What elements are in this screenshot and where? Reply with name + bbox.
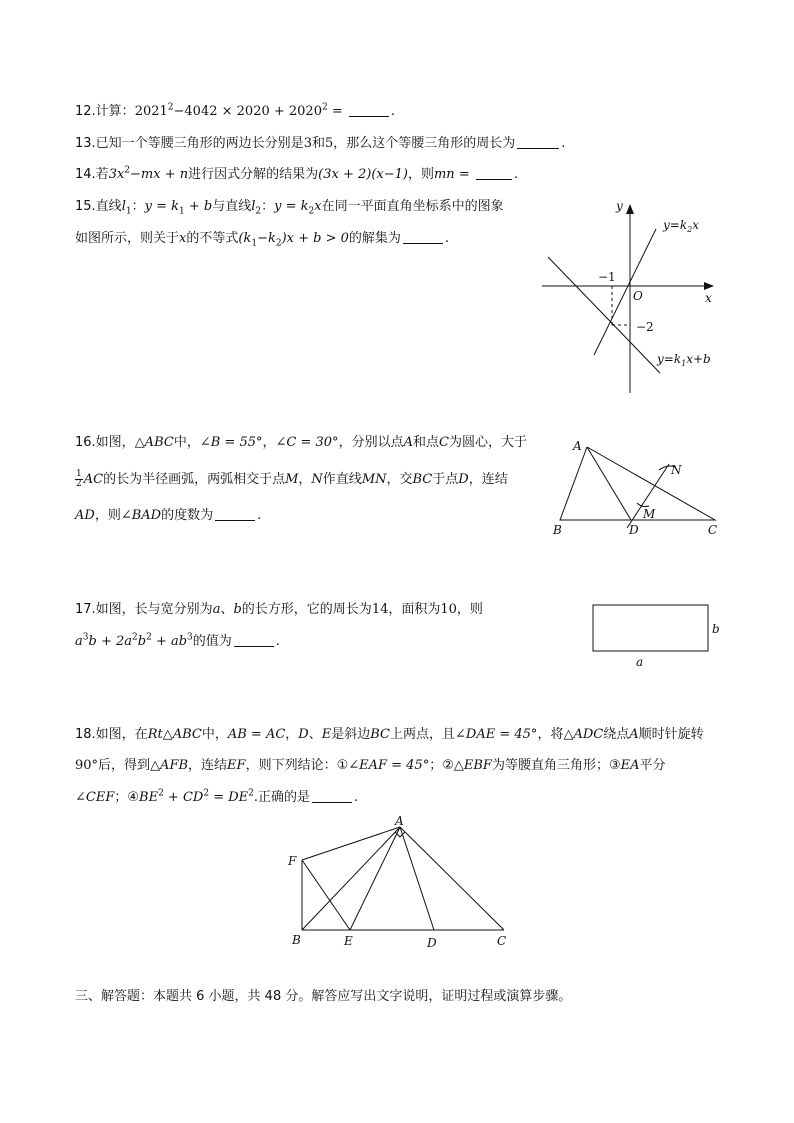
question-18-line1 — [75, 726, 704, 744]
q18-cef: ∠CEF — [75, 790, 115, 805]
q16-m: M — [285, 472, 299, 487]
q18-l2-c: ，则下列结论：① — [245, 758, 349, 773]
q15-l2-sub: 2 — [255, 206, 262, 217]
q16-n: N — [311, 472, 323, 487]
q16-l2-e: ，连结 — [468, 472, 508, 487]
label-a: A — [573, 439, 582, 453]
q14-mn: mn — [433, 167, 455, 182]
answer-blank[interactable] — [312, 790, 352, 803]
q17-l1-a: 17.如图，长与宽分别为 — [75, 602, 213, 617]
q17-expr-c: b — [137, 634, 147, 649]
q18-ebf: △EBF — [453, 758, 492, 773]
q18-adc: △ADC — [563, 727, 604, 742]
answer-blank[interactable] — [403, 231, 443, 244]
q18-l1-b: 中， — [201, 727, 228, 742]
question-16-line1 — [75, 434, 527, 452]
q17-expr-a: a — [75, 634, 83, 649]
q13-n2: 5 — [324, 136, 334, 151]
q17-l1-d: ，则 — [456, 602, 483, 617]
q16-c: C — [438, 435, 449, 450]
question-18-line3 — [75, 789, 358, 807]
label-b-side: b — [712, 622, 720, 636]
q18-s3: 2 — [248, 788, 254, 799]
q16-a: A — [403, 435, 413, 450]
q18-a: A — [629, 727, 639, 742]
label-a: A — [395, 814, 404, 828]
q16-ang-bad: ∠BAD — [120, 508, 162, 523]
q16-l1-d: 为圆心，大于 — [448, 435, 527, 450]
answer-blank[interactable] — [476, 167, 512, 180]
answer-blank[interactable] — [349, 104, 389, 117]
q17-e2: 2 — [132, 632, 138, 643]
q18-e: E — [321, 727, 332, 742]
q14-mid: 进行因式分解的结果为 — [188, 167, 319, 182]
label-a-side: a — [636, 655, 644, 669]
q15-line2-c: 的解集为 — [348, 231, 401, 246]
q15-eq2-rest: x — [314, 199, 322, 214]
q17-expr-d: + ab — [151, 634, 188, 649]
q16-and: 和点 — [412, 435, 439, 450]
label-f: F — [288, 854, 297, 868]
q16-tri: △ABC — [134, 435, 174, 450]
question-15-line2 — [75, 230, 449, 248]
q17-e4: 3 — [187, 632, 193, 643]
q16-l3-a: ，则 — [94, 508, 121, 523]
label-b: B — [292, 933, 301, 947]
q12-expr-a: 2021 — [134, 104, 168, 119]
q18-ef: EF — [227, 758, 246, 773]
q14-then: ，则 — [407, 167, 434, 182]
q14-end: . — [513, 167, 518, 182]
q16-ang-c: ∠C = 30° — [275, 435, 339, 450]
q15-with: 与直线 — [212, 199, 252, 214]
q13-n1: 3 — [303, 136, 312, 151]
q18-l3-a: ；④ — [114, 790, 140, 805]
segment-ad — [400, 827, 434, 930]
q18-deg90: 90° — [75, 758, 99, 773]
q15-prefix: 15.直线 — [75, 199, 122, 214]
q15-l2: l — [251, 199, 256, 214]
y-axis-label: y — [616, 199, 623, 213]
q18-l1-a: 18.如图，在 — [75, 727, 148, 742]
q12-equals: = — [327, 104, 347, 119]
q18-l2-f: 平分 — [639, 758, 666, 773]
q15-line2-b: 的不等式 — [186, 231, 239, 246]
q14-eq: = — [454, 167, 474, 182]
q18-l1-c: 是斜边 — [331, 727, 371, 742]
q18-afb: △AFB — [150, 758, 189, 773]
q12-prefix: 12.计算： — [75, 104, 135, 119]
q15-ineq-s1: 1 — [251, 238, 258, 249]
q16-mn: MN — [361, 472, 387, 487]
q18-l1-e: ，将 — [537, 727, 564, 742]
q14-result: (3x + 2)(x−1) — [318, 167, 408, 182]
question-16-line2 — [75, 470, 508, 489]
triangle-abc — [560, 447, 715, 520]
q18-l1-f: 绕点 — [603, 727, 630, 742]
q16-figure — [545, 436, 735, 541]
q15-eq1-rest: + b — [184, 199, 213, 214]
q16-comma: ， — [262, 435, 276, 450]
q15-eq1-sub: 1 — [179, 206, 185, 217]
q18-s1: 2 — [158, 788, 164, 799]
q15-colon1: ： — [131, 199, 145, 214]
q18-d: D — [298, 727, 309, 742]
q18-eaf: ∠EAF = 45° — [348, 758, 430, 773]
rectangle — [593, 605, 708, 651]
q18-l1-g: 顺时针旋转 — [638, 727, 704, 742]
q15-l1-sub: 1 — [125, 206, 132, 217]
q12-exp-b: 2 — [321, 102, 328, 113]
segment-ae — [350, 827, 400, 930]
q18-comma: ， — [285, 727, 299, 742]
q15-colon2: ： — [261, 199, 275, 214]
q16-end: . — [257, 508, 262, 523]
q16-d: D — [458, 472, 469, 487]
q17-end: . — [275, 634, 280, 649]
segment-ab — [302, 827, 400, 930]
q15-ineq-a: (k — [238, 231, 252, 246]
q18-eqde: = DE — [209, 790, 249, 805]
q18-l1-d: 上两点，且 — [390, 727, 456, 742]
q18-s2: 2 — [203, 788, 210, 799]
q12-exp-a: 2 — [167, 102, 174, 113]
q16-l3-b: 的度数为 — [161, 508, 214, 523]
q18-l2-b: ，连结 — [188, 758, 228, 773]
label-d: D — [427, 936, 437, 950]
tick-label-neg1: −1 — [598, 270, 616, 284]
q18-plus: + CD — [163, 790, 204, 805]
q16-l2-b: 作直线 — [322, 472, 362, 487]
label-k2-line: $y=k_2x$ — [663, 218, 699, 234]
q16-bc: BC — [412, 472, 433, 487]
label-c: C — [497, 934, 507, 948]
q16-l1-b: 中， — [173, 435, 200, 450]
q13-end: . — [561, 136, 566, 151]
q15-ineq-b: −k — [257, 231, 276, 246]
q18-ea: EA — [620, 758, 640, 773]
q18-l3-b: .正确的是 — [253, 790, 311, 805]
question-13 — [75, 135, 565, 153]
q15-ineq-s2: 2 — [275, 238, 282, 249]
label-k1-line: $y=k_1x+b$ — [657, 352, 711, 368]
label-m: M — [643, 507, 656, 521]
q17-e1: 3 — [82, 632, 89, 643]
segment-ac — [400, 827, 504, 930]
q17-a: a — [212, 602, 221, 617]
question-15-line1 — [75, 198, 504, 216]
answer-blank[interactable] — [234, 634, 274, 647]
q16-l2-d: 于点 — [432, 472, 459, 487]
segment-fe — [302, 860, 350, 930]
q16-l1-a: 16.如图， — [75, 435, 135, 450]
q16-l2-a: 的长为半径画弧，两弧相交于点 — [103, 472, 286, 487]
q18-dae: ∠DAE = 45° — [455, 727, 538, 742]
tick-label-neg2: −2 — [636, 320, 654, 334]
q15-end: . — [444, 231, 450, 246]
q16-half-fraction: $\frac{1}{2}$ — [76, 469, 82, 489]
question-12 — [75, 103, 395, 121]
label-d: D — [629, 523, 639, 537]
y-axis-arrow-icon — [626, 204, 634, 214]
q18-l2-e: 为等腰直角三角形；③ — [491, 758, 621, 773]
q15-ineq-c: )x + b > 0 — [281, 231, 349, 246]
q18-be: BE — [139, 790, 159, 805]
q12-expr-b: −4042 × 2020 + 2020 — [173, 104, 322, 119]
label-n: N — [671, 463, 682, 477]
question-17-line2 — [75, 633, 280, 651]
q17-l1-c: ，面积为 — [388, 602, 441, 617]
question-17-line1 — [75, 601, 483, 619]
q18-abac: AB = AC — [227, 727, 286, 742]
label-b: B — [553, 523, 562, 537]
q15-eq2-sub: 2 — [308, 206, 315, 217]
q15-line2-a: 如图所示，则关于 — [75, 231, 180, 246]
q17-expr-b: b + 2a — [88, 634, 133, 649]
q13-and: 和 — [311, 136, 325, 151]
q18-end: . — [354, 790, 359, 805]
q15-tail1: 在同一平面直角坐标系中的图象 — [321, 199, 504, 214]
answer-blank[interactable] — [215, 508, 255, 521]
label-e: E — [344, 934, 353, 948]
q17-l2-b: 的值为 — [192, 634, 232, 649]
q15-eq2: y = k — [274, 199, 309, 214]
question-18-line2 — [75, 757, 666, 775]
q17-perimeter: 14 — [371, 602, 389, 617]
q17-figure — [585, 598, 725, 673]
question-16-line3 — [75, 507, 261, 525]
q18-rt: Rt△ABC — [147, 727, 202, 742]
q16-l2-c: ，交 — [386, 472, 413, 487]
section-3-heading: 三、解答题：本题共 6 小题，共 48 分。解答应写出文字说明，证明过程或演算步骤。 — [75, 989, 572, 1004]
q16-ac: AC — [83, 472, 104, 487]
q18-dun: 、 — [308, 727, 322, 742]
q17-dun: 、 — [220, 602, 234, 617]
q16-ad: AD — [75, 508, 95, 523]
q14-prefix: 14.若 — [75, 167, 109, 182]
label-c: C — [708, 523, 718, 537]
q15-x: x — [179, 231, 187, 246]
q18-bc: BC — [370, 727, 391, 742]
q16-ang-b: ∠B = 55° — [199, 435, 263, 450]
origin-label: O — [633, 289, 643, 303]
q17-area: 10 — [440, 602, 457, 617]
question-14 — [75, 166, 518, 184]
q15-eq1: y = k — [144, 199, 179, 214]
q15-figure — [530, 195, 740, 400]
q14-expr-rest: −mx + n — [130, 167, 189, 182]
x-axis-arrow-icon — [704, 282, 714, 290]
q17-b: b — [233, 602, 242, 617]
q18-figure — [282, 810, 522, 955]
q13-text-a: 13.已知一个等腰三角形的两边长分别是 — [75, 136, 304, 151]
segment-ad — [587, 447, 631, 520]
q16-sep: ， — [298, 472, 312, 487]
q12-end: . — [390, 104, 396, 119]
q14-expr: 3x — [108, 167, 125, 182]
segment-fa — [302, 827, 400, 860]
q17-e3: 2 — [146, 632, 152, 643]
q14-exp: 2 — [124, 165, 131, 176]
x-axis-label: x — [705, 291, 712, 305]
q16-l1-c: ，分别以点 — [338, 435, 404, 450]
q13-text-b: ，那么这个等腰三角形的周长为 — [333, 136, 516, 151]
q18-l2-a: 后，得到 — [98, 758, 151, 773]
answer-blank[interactable] — [517, 136, 559, 149]
q18-l2-d: ；② — [429, 758, 454, 773]
q15-l1: l — [121, 199, 126, 214]
q17-l1-b: 的长方形，它的周长为 — [241, 602, 372, 617]
